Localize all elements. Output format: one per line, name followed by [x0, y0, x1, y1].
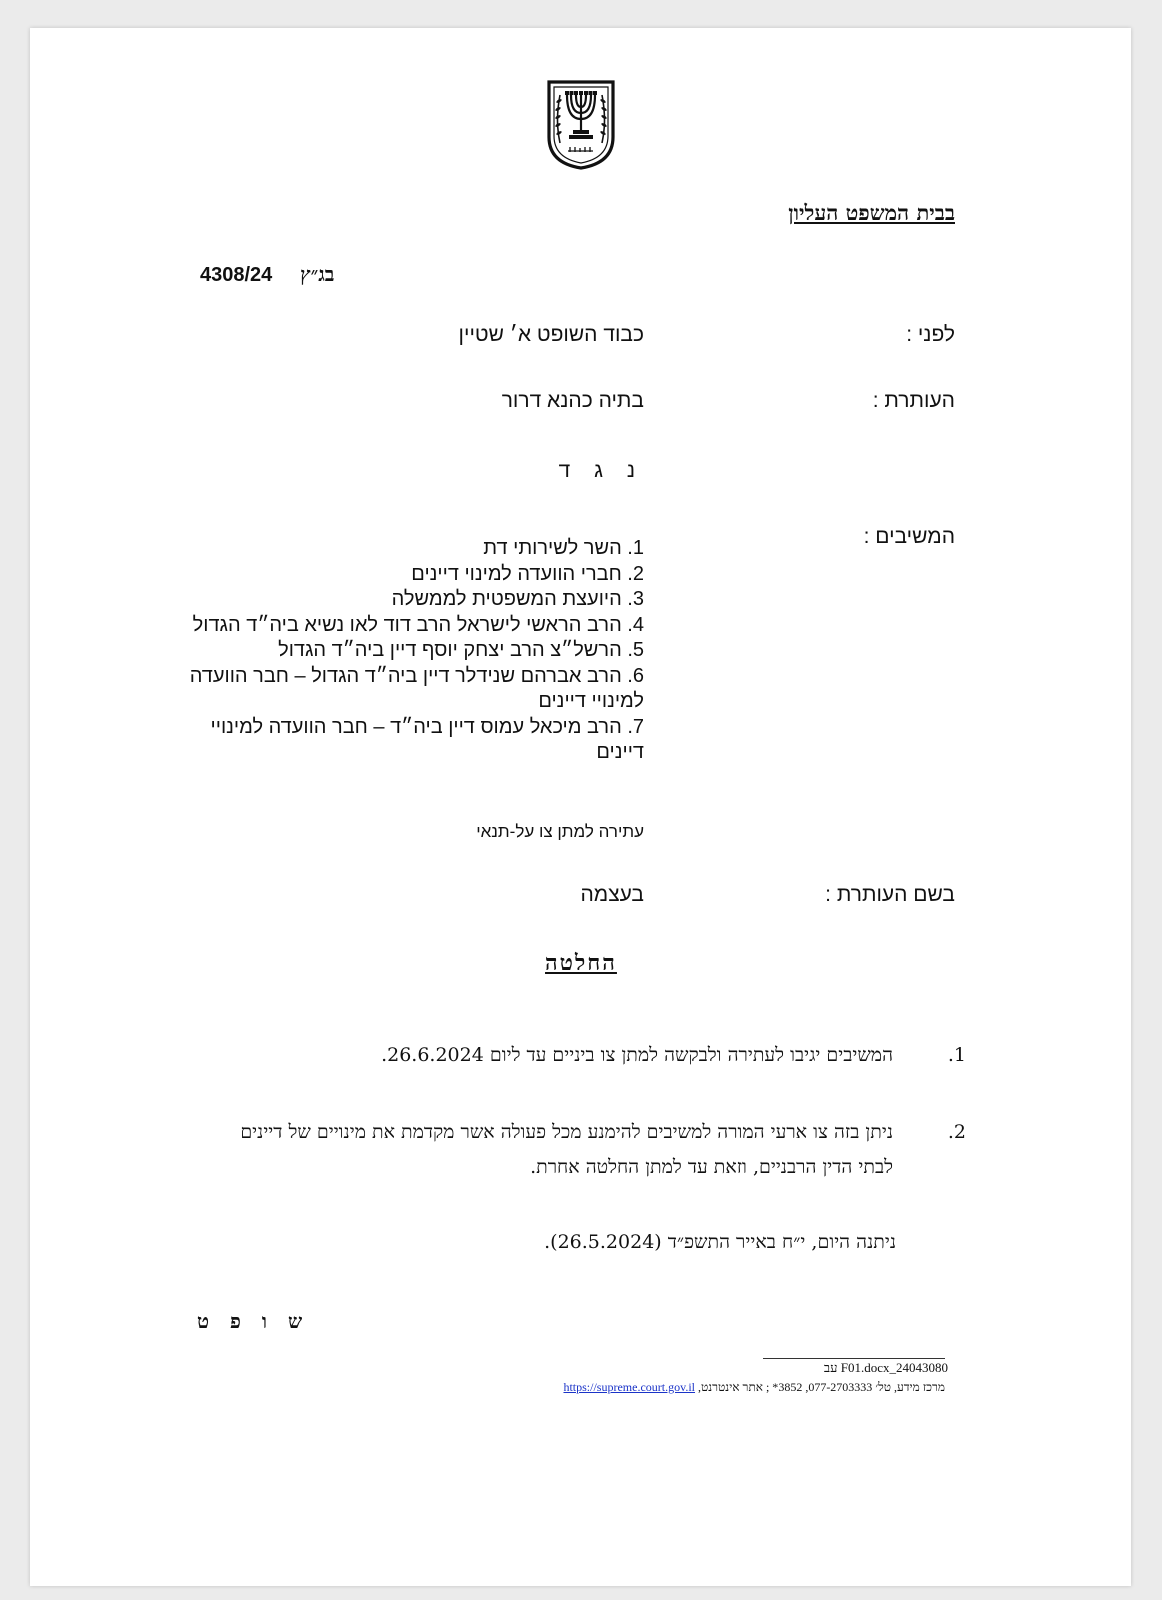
petition-type: עתירה למתן צו על-תנאי [476, 822, 644, 841]
judge-signature-title: ש ו פ ט [197, 1309, 310, 1333]
respondents-label: המשיבים : [863, 525, 955, 548]
court-website-link[interactable]: https://supreme.court.gov.il [563, 1380, 696, 1394]
versus-label: נ ג ד [558, 459, 644, 482]
case-number-line [200, 262, 334, 287]
list-item: 2. חברי הוועדה למינוי דיינים [411, 562, 644, 585]
court-name: בבית המשפט העליון [788, 200, 955, 225]
decision-title: החלטה [545, 950, 617, 976]
decision-paragraph-1 [206, 1038, 966, 1073]
decision-paragraph-2 [206, 1115, 966, 1185]
given-date-line: ניתנה היום, י״ח באייר התשפ״ד (26.5.2024). [544, 1231, 896, 1253]
before-label: לפני : [906, 323, 955, 346]
judge-name: כבוד השופט א׳ שטיין [458, 323, 644, 346]
on-behalf-value: בעצמה [580, 883, 644, 906]
document-page [30, 28, 1131, 1586]
respondents-list [184, 536, 644, 766]
list-item: 6. הרב אברהם שנידלר דיין ביה״ד הגדול – חבר הוועדה למינויי דיינים [189, 664, 644, 712]
paragraph-text: ניתן בזה צו ארעי המורה למשיבים להימנע מכל פעולה אשר מקדמת את מינויים של דיינים לבתי הדין הרבניים, וזאת עד למתן החלטה אחרת. [240, 1121, 893, 1178]
list-item: 7. הרב מיכאל עמוס דיין ביה״ד – חבר הוועדה למינויי דיינים [210, 715, 644, 763]
footer-divider [763, 1358, 945, 1359]
list-item: 5. הרשל״צ הרב יצחק יוסף דיין ביה״ד הגדול [278, 639, 644, 661]
case-prefix: בג״ץ [300, 262, 335, 286]
footer-file-reference: 24043080_F01.docx עב [823, 1360, 948, 1375]
list-item: 1. השר לשירותי דת [483, 537, 644, 559]
paragraph-number: 1. [947, 1044, 966, 1066]
state-emblem-icon [546, 79, 616, 171]
footer-contact-text: מרכז מידע, טל׳ 077-2703333, 3852* ; אתר אינטרנט, [695, 1380, 945, 1394]
list-item: 4. הרב הראשי לישראל הרב דוד לאו נשיא ביה״ד הגדול [192, 613, 644, 636]
petitioner-name: בתיה כהנא דרור [501, 389, 644, 412]
paragraph-number: 2. [947, 1121, 966, 1143]
petitioner-label: העותרת : [872, 389, 955, 412]
list-item: 3. היועצת המשפטית לממשלה [391, 588, 644, 610]
case-number: 4308/24 [200, 264, 273, 286]
footer-contact [563, 1380, 945, 1395]
on-behalf-label: בשם העותרת : [825, 883, 955, 906]
paragraph-text: המשיבים יגיבו לעתירה ולבקשה למתן צו ביניים עד ליום 26.6.2024. [381, 1044, 893, 1066]
